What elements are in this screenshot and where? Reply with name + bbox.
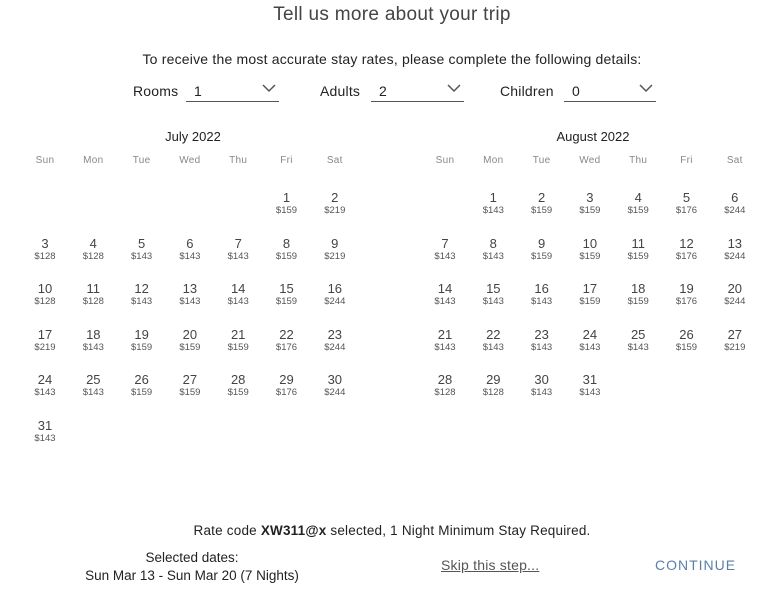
calendar-day[interactable] bbox=[665, 191, 709, 216]
day-number: 6 bbox=[731, 190, 739, 205]
calendar-day[interactable] bbox=[616, 237, 660, 262]
day-number: 12 bbox=[679, 235, 694, 251]
day-number: 15 bbox=[486, 281, 501, 296]
calendar-day[interactable] bbox=[520, 373, 564, 398]
day-number: 6 bbox=[186, 235, 194, 251]
day-number: 21 bbox=[230, 326, 246, 342]
day-price: $159 bbox=[531, 205, 553, 216]
day-price: $143 bbox=[579, 387, 601, 398]
calendar-day[interactable] bbox=[568, 237, 612, 262]
rate-prefix: Rate code bbox=[193, 523, 261, 538]
calendar-day[interactable] bbox=[71, 328, 115, 353]
calendar-day[interactable] bbox=[520, 237, 564, 262]
rate-code-notice bbox=[0, 523, 770, 538]
day-price: $128 bbox=[482, 387, 504, 398]
calendar-day[interactable] bbox=[168, 373, 212, 398]
day-number: 5 bbox=[137, 235, 146, 251]
day-number: 31 bbox=[37, 417, 53, 433]
day-price: $159 bbox=[275, 205, 298, 216]
day-price: $176 bbox=[675, 296, 698, 307]
calendar-day[interactable] bbox=[216, 328, 260, 353]
calendar-day[interactable] bbox=[713, 237, 757, 262]
calendar-day[interactable] bbox=[265, 328, 309, 353]
day-number: 10 bbox=[37, 281, 53, 296]
day-number: 10 bbox=[582, 235, 598, 251]
calendar-day[interactable] bbox=[120, 373, 164, 398]
day-number: 16 bbox=[327, 281, 343, 296]
calendar-day[interactable] bbox=[520, 328, 564, 353]
calendar-day[interactable] bbox=[313, 328, 357, 353]
rooms-label: Rooms bbox=[133, 83, 179, 99]
day-number: 28 bbox=[437, 372, 453, 387]
children-label: Children bbox=[500, 83, 554, 99]
weekday-header: Wed bbox=[579, 155, 601, 166]
rate-suffix: selected, 1 Night Minimum Stay Required. bbox=[326, 523, 591, 538]
day-number: 30 bbox=[327, 372, 343, 387]
rooms-select[interactable] bbox=[186, 80, 279, 102]
day-price: $244 bbox=[324, 387, 346, 398]
day-price: $128 bbox=[82, 250, 104, 262]
calendar-day[interactable] bbox=[423, 373, 467, 398]
calendar-day[interactable] bbox=[665, 282, 709, 307]
day-number: 30 bbox=[534, 372, 549, 387]
skip-link[interactable]: Skip this step... bbox=[441, 557, 540, 573]
weekday-header: Sat bbox=[726, 155, 743, 166]
day-number: 24 bbox=[582, 326, 598, 342]
day-price: $143 bbox=[82, 387, 104, 398]
day-price: $128 bbox=[434, 387, 456, 398]
calendar-day[interactable] bbox=[120, 237, 164, 262]
calendar-day[interactable] bbox=[616, 191, 660, 216]
calendar-day[interactable] bbox=[23, 419, 67, 444]
day-number: 23 bbox=[327, 326, 343, 342]
calendar-day[interactable] bbox=[265, 373, 309, 398]
calendar-day[interactable] bbox=[471, 373, 515, 398]
calendar-day[interactable] bbox=[23, 373, 67, 398]
day-number: 28 bbox=[230, 372, 246, 387]
calendar-day[interactable] bbox=[71, 237, 115, 262]
page-title: Tell us more about your trip bbox=[273, 4, 511, 25]
day-number: 22 bbox=[486, 326, 501, 342]
day-price: $176 bbox=[275, 387, 298, 398]
weekday-header: Mon bbox=[483, 155, 504, 166]
day-number: 13 bbox=[727, 235, 743, 251]
calendar-day[interactable] bbox=[313, 237, 357, 262]
children-value: 0 bbox=[572, 83, 580, 99]
calendar-day[interactable] bbox=[313, 373, 357, 398]
calendar-day[interactable] bbox=[216, 237, 260, 262]
day-number: 29 bbox=[486, 372, 501, 387]
calendar-day[interactable] bbox=[520, 191, 564, 216]
day-price: $159 bbox=[227, 341, 249, 353]
day-price: $143 bbox=[227, 296, 249, 307]
day-price: $143 bbox=[482, 250, 504, 262]
calendar-day[interactable] bbox=[616, 282, 660, 307]
day-number: 17 bbox=[37, 326, 53, 342]
selected-dates bbox=[62, 549, 322, 585]
calendar-day[interactable] bbox=[471, 191, 515, 216]
day-number: 26 bbox=[679, 326, 694, 342]
day-number: 16 bbox=[534, 281, 549, 296]
day-number: 5 bbox=[682, 190, 691, 205]
chevron-down-icon bbox=[639, 84, 653, 93]
day-price: $244 bbox=[324, 341, 346, 353]
day-price: $176 bbox=[275, 341, 298, 353]
day-number: 13 bbox=[182, 281, 198, 296]
day-price: $143 bbox=[531, 387, 553, 398]
day-price: $159 bbox=[627, 296, 649, 307]
day-price: $159 bbox=[275, 296, 298, 307]
day-price: $219 bbox=[324, 250, 346, 262]
calendar-day[interactable] bbox=[568, 328, 612, 353]
day-number: 23 bbox=[534, 326, 549, 342]
day-price: $176 bbox=[675, 205, 698, 216]
day-number: 14 bbox=[230, 281, 246, 296]
calendar-day[interactable] bbox=[665, 237, 709, 262]
day-price: $159 bbox=[579, 296, 601, 307]
day-number: 14 bbox=[437, 281, 453, 296]
day-price: $143 bbox=[531, 341, 553, 353]
day-number: 20 bbox=[182, 326, 198, 342]
calendar-day[interactable] bbox=[471, 282, 515, 307]
day-price: $159 bbox=[227, 387, 249, 398]
day-price: $143 bbox=[531, 296, 553, 307]
weekday-header: Sun bbox=[35, 155, 55, 166]
selected-dates-range: Sun Mar 13 - Sun Mar 20 (7 Nights) bbox=[85, 568, 299, 583]
day-number: 29 bbox=[279, 372, 294, 387]
day-number: 3 bbox=[586, 190, 594, 205]
rate-code: XW311@x bbox=[260, 523, 327, 538]
calendar-day[interactable] bbox=[471, 237, 515, 262]
day-price: $176 bbox=[675, 250, 698, 262]
weekday-header: Fri bbox=[280, 155, 293, 166]
day-price: $159 bbox=[179, 341, 201, 353]
calendar-day[interactable] bbox=[23, 237, 67, 262]
calendar-day[interactable] bbox=[520, 282, 564, 307]
day-price: $159 bbox=[675, 341, 698, 353]
chevron-down-icon bbox=[447, 84, 461, 93]
continue-button[interactable]: CONTINUE bbox=[655, 557, 737, 573]
calendar-day[interactable] bbox=[265, 237, 309, 262]
weekday-header: Thu bbox=[229, 155, 248, 166]
day-price: $159 bbox=[579, 205, 601, 216]
calendar-day[interactable] bbox=[265, 282, 309, 307]
weekday-header: Fri bbox=[680, 155, 693, 166]
day-price: $159 bbox=[179, 387, 201, 398]
day-price: $143 bbox=[482, 296, 504, 307]
day-number: 7 bbox=[234, 235, 242, 251]
day-number: 17 bbox=[582, 281, 598, 296]
children-select[interactable] bbox=[564, 80, 656, 102]
chevron-down-icon bbox=[262, 84, 276, 93]
day-price: $159 bbox=[275, 250, 298, 262]
day-price: $219 bbox=[724, 341, 746, 353]
day-price: $244 bbox=[324, 296, 346, 307]
day-number: 7 bbox=[441, 235, 449, 251]
day-price: $244 bbox=[724, 250, 746, 262]
calendar-day[interactable] bbox=[120, 328, 164, 353]
day-number: 27 bbox=[182, 372, 198, 387]
day-price: $159 bbox=[531, 250, 553, 262]
weekday-header: Thu bbox=[629, 155, 648, 166]
day-price: $143 bbox=[179, 250, 201, 262]
adults-select[interactable] bbox=[371, 80, 464, 102]
day-number: 1 bbox=[282, 190, 291, 205]
day-price: $143 bbox=[579, 341, 601, 353]
day-number: 18 bbox=[630, 281, 646, 296]
guest-selectors bbox=[0, 80, 770, 104]
day-number: 3 bbox=[41, 235, 49, 251]
day-price: $143 bbox=[434, 250, 456, 262]
day-price: $159 bbox=[579, 250, 601, 262]
rooms-value: 1 bbox=[194, 83, 202, 99]
calendar-day[interactable] bbox=[568, 373, 612, 398]
calendar-day[interactable] bbox=[713, 282, 757, 307]
calendar-day[interactable] bbox=[665, 328, 709, 353]
calendar-day[interactable] bbox=[71, 373, 115, 398]
calendar-day[interactable] bbox=[23, 328, 67, 353]
day-price: $143 bbox=[434, 296, 456, 307]
calendar-day[interactable] bbox=[568, 282, 612, 307]
calendar-day[interactable] bbox=[23, 282, 67, 307]
day-price: $143 bbox=[82, 341, 104, 353]
day-price: $159 bbox=[627, 205, 649, 216]
selected-dates-label: Selected dates: bbox=[145, 550, 239, 565]
weekday-header: Sat bbox=[326, 155, 343, 166]
day-number: 11 bbox=[86, 281, 101, 296]
day-price: $143 bbox=[227, 250, 249, 262]
adults-value: 2 bbox=[379, 83, 387, 99]
day-price: $143 bbox=[482, 341, 504, 353]
weekday-header: Wed bbox=[179, 155, 201, 166]
day-number: 8 bbox=[282, 235, 291, 251]
calendar-day[interactable] bbox=[423, 328, 467, 353]
calendar-day[interactable] bbox=[120, 282, 164, 307]
weekday-header: Tue bbox=[532, 155, 551, 166]
calendar-day[interactable] bbox=[713, 328, 757, 353]
day-number: 8 bbox=[489, 235, 497, 251]
day-price: $128 bbox=[34, 296, 56, 307]
day-price: $143 bbox=[179, 296, 201, 307]
day-number: 19 bbox=[134, 326, 149, 342]
day-price: $159 bbox=[131, 387, 153, 398]
day-number: 25 bbox=[630, 326, 646, 342]
day-number: 9 bbox=[537, 235, 546, 251]
day-number: 22 bbox=[279, 326, 294, 342]
day-number: 11 bbox=[631, 235, 645, 251]
calendar-day[interactable] bbox=[568, 191, 612, 216]
day-number: 2 bbox=[331, 190, 339, 205]
page-subtitle: To receive the most accurate stay rates, please complete the following details: bbox=[142, 51, 642, 67]
calendar-day[interactable] bbox=[471, 328, 515, 353]
day-price: $128 bbox=[82, 296, 104, 307]
day-price: $143 bbox=[34, 387, 56, 398]
day-price: $219 bbox=[324, 205, 346, 216]
day-number: 2 bbox=[537, 190, 546, 205]
day-price: $219 bbox=[34, 341, 56, 353]
day-number: 21 bbox=[437, 326, 453, 342]
calendar-day[interactable] bbox=[313, 282, 357, 307]
calendar-day[interactable] bbox=[616, 328, 660, 353]
day-number: 19 bbox=[679, 281, 694, 296]
day-price: $244 bbox=[724, 205, 746, 216]
day-price: $159 bbox=[131, 341, 153, 353]
day-number: 25 bbox=[86, 372, 101, 387]
day-price: $128 bbox=[34, 250, 56, 262]
day-number: 12 bbox=[134, 281, 149, 296]
month-title: August 2022 bbox=[556, 129, 630, 144]
day-price: $143 bbox=[131, 296, 153, 307]
calendar-day[interactable] bbox=[216, 282, 260, 307]
calendar-day[interactable] bbox=[265, 191, 309, 216]
day-number: 4 bbox=[89, 235, 97, 251]
day-number: 24 bbox=[37, 372, 53, 387]
day-price: $143 bbox=[482, 205, 504, 216]
day-price: $244 bbox=[724, 296, 746, 307]
day-number: 31 bbox=[582, 372, 598, 387]
day-price: $143 bbox=[34, 432, 56, 444]
calendar-day[interactable] bbox=[313, 191, 357, 216]
day-number: 1 bbox=[489, 190, 497, 205]
calendar-day[interactable] bbox=[423, 282, 467, 307]
day-number: 4 bbox=[634, 190, 642, 205]
adults-label: Adults bbox=[320, 83, 361, 99]
day-number: 20 bbox=[727, 281, 743, 296]
day-number: 9 bbox=[331, 235, 339, 251]
weekday-header: Mon bbox=[83, 155, 104, 166]
day-number: 26 bbox=[134, 372, 149, 387]
day-price: $143 bbox=[131, 250, 153, 262]
weekday-header: Sun bbox=[435, 155, 455, 166]
calendar-day[interactable] bbox=[168, 282, 212, 307]
weekday-header: Tue bbox=[132, 155, 151, 166]
day-number: 27 bbox=[727, 326, 743, 342]
calendar-day[interactable] bbox=[216, 373, 260, 398]
calendar-day[interactable] bbox=[423, 237, 467, 262]
day-number: 15 bbox=[279, 281, 294, 296]
day-price: $143 bbox=[434, 341, 456, 353]
calendar-day[interactable] bbox=[713, 191, 757, 216]
calendar-day[interactable] bbox=[168, 328, 212, 353]
day-price: $159 bbox=[627, 250, 649, 262]
calendar-day[interactable] bbox=[71, 282, 115, 307]
month-title: July 2022 bbox=[165, 129, 221, 144]
day-price: $143 bbox=[627, 341, 649, 353]
calendar-day[interactable] bbox=[168, 237, 212, 262]
day-number: 18 bbox=[86, 326, 101, 342]
